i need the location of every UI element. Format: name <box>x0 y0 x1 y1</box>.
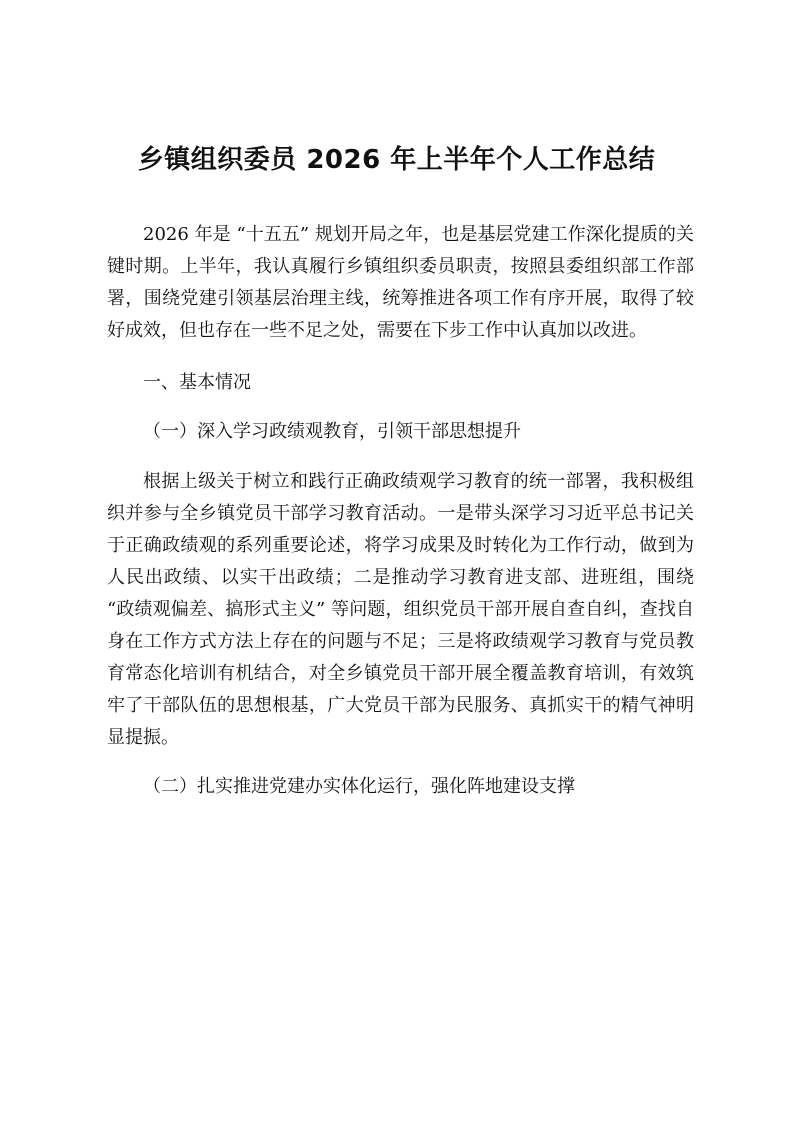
section-heading-basic-situation: 一、基本情况 <box>143 372 251 393</box>
subsection-heading-2: （二）扎实推进党建办实体化运行，强化阵地建设支撑 <box>143 776 575 797</box>
document-body <box>107 219 694 803</box>
document-title: 乡镇组织委员 2026 年上半年个人工作总结 <box>137 145 656 175</box>
intro-paragraph: 2026 年是 “十五五” 规划开局之年，也是基层党建工作深化提质的关键时期。上半年，我认真履行乡镇组织委员职责，按照县委组织部工作部署，围绕党建引领基层治理主线，统筹推进各项工作有序开展，取得了较好成效，但也存在一些不足之处，需要在下步工作中认真加以改进。 <box>107 224 694 341</box>
subsection-heading-1: （一）深入学习政绩观教育，引领干部思想提升 <box>143 421 521 442</box>
subsection-1-paragraph: 根据上级关于树立和践行正确政绩观学习教育的统一部署，我积极组织并参与全乡镇党员干部学习教育活动。一是带头深学习习近平总书记关于正确政绩观的系列重要论述，将学习成果及时转化为工作行动，做到为人民出政绩、以实干出政绩；二是推动学习教育进支部、进班组，围绕 “政绩观偏差、搞形式主义” 等问题，组织党员干部开展自查自纠，查找自身在工作方式方法上存在的问题与不足；三是将政绩观学习教育与党员教育常态化培训有机结合，对全乡镇党员干部开展全覆盖教育培训，有效筑牢了干部队伍的思想根基，广大党员干部为民服务、真抓实干的精气神明显提振。 <box>107 471 694 748</box>
